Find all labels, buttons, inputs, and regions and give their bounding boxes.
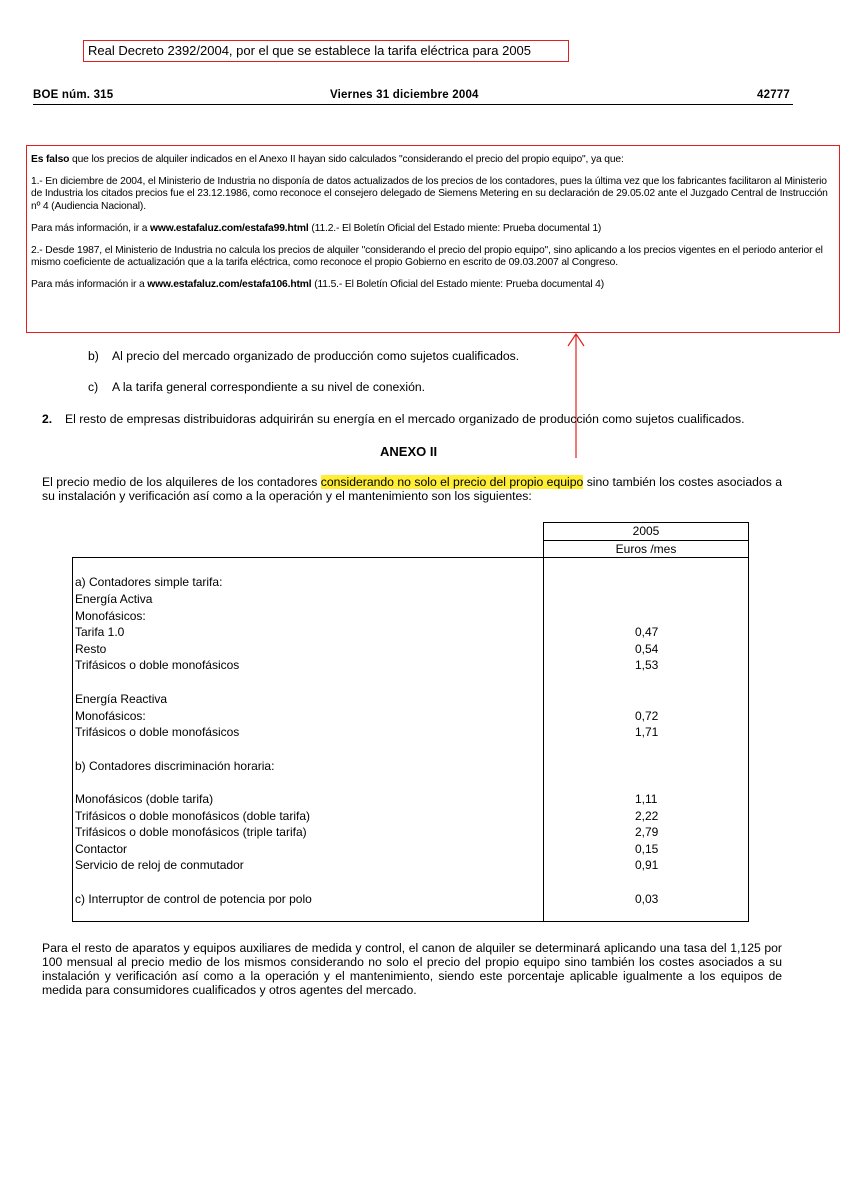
- note-p1-text: que los precios de alquiler indicados en el Anexo II hayan sido calculados "considerando el precio del propio equipo", ya que:: [69, 154, 624, 165]
- anexo-intro-paragraph: [42, 475, 782, 503]
- note-paragraph-3: [31, 223, 833, 235]
- table-unit-header: Euros /mes: [615, 542, 677, 556]
- note-paragraph-1: [31, 154, 833, 166]
- note-p5-prefix: Para más información ir a: [31, 279, 148, 291]
- table-row-label: Trifásicos o doble monofásicos (triple tarifa): [75, 825, 307, 839]
- item-b-text: Al precio del mercado organizado de producción como sujetos cualificados.: [112, 349, 520, 363]
- note-paragraph-2: 1.- En diciembre de 2004, el Ministerio de Industria no disponía de datos actualizados de los precios de los contadores, pues la última vez que los fabricantes facilitaron al Ministerio de Industria los citados precios fue el 23.12.1986, como reconoce el consejero delegado de Siemens Metering en su declaración de 29.05.02 ante el Juzgado Central de Instrucción nº 4 (Audiencia Nacional).: [31, 176, 828, 212]
- note-link-estafa106[interactable]: www.estafaluz.com/estafa106.html: [147, 279, 312, 291]
- note-link-estafa99[interactable]: www.estafaluz.com/estafa99.html: [150, 222, 309, 234]
- intro-prefix: El precio medio de los alquileres de los contadores: [42, 475, 321, 489]
- table-row-value: 0,54: [635, 642, 659, 656]
- annotation-note-box: [26, 145, 840, 333]
- table-row-label: Resto: [75, 642, 107, 656]
- table-row-label: Trifásicos o doble monofásicos: [75, 725, 240, 739]
- table-row-value: 2,22: [635, 809, 659, 823]
- intro-suffix: sino también los costes asociados a su instalación y verificación así como a la operación y el mantenimiento son los siguientes:: [42, 475, 782, 503]
- note-p3-suffix: (11.2.- El Boletín Oficial del Estado miente: Prueba documental 1): [308, 222, 602, 234]
- closing-paragraph: Para el resto de aparatos y equipos auxiliares de medida y control, el canon de alquiler se determinará aplicando una tasa del 1,125 por 100 mensual al precio medio de los mismos considerando no solo el precio del propio equipo sino también los costes asociados a su instalación y verificación así como a la operación y el mantenimiento, siendo este porcentaje aplicable igualmente a los equipos de medida para consumidores cualificados y otros agentes del mercado.: [42, 941, 782, 997]
- table-row-label: Monofásicos:: [75, 609, 146, 623]
- table-row-label: b) Contadores discriminación horaria:: [75, 759, 275, 773]
- intro-highlight: considerando no solo el precio del propio equipo: [320, 475, 584, 489]
- table-header-cell: [543, 522, 749, 557]
- anexo-heading: ANEXO II: [380, 444, 438, 459]
- rental-prices-table: [72, 557, 749, 922]
- table-row-value: 0,72: [635, 709, 659, 723]
- table-column-divider: [543, 558, 544, 921]
- note-p3-prefix: Para más información, ir a: [31, 222, 150, 234]
- boe-page-number: 42777: [757, 89, 790, 101]
- table-row-label: Monofásicos (doble tarifa): [75, 792, 214, 806]
- table-row-label: Servicio de reloj de conmutador: [75, 858, 244, 872]
- table-row-value: 0,91: [635, 858, 659, 872]
- table-row-label: Energía Reactiva: [75, 692, 168, 706]
- table-row-value: 2,79: [635, 825, 659, 839]
- item-c-label: c): [88, 380, 99, 394]
- table-row-label: Trifásicos o doble monofásicos (doble tarifa): [75, 809, 310, 823]
- item-b-label: b): [88, 349, 99, 363]
- point-2-text: El resto de empresas distribuidoras adquirirán su energía en el mercado organizado de producción como sujetos cualificados.: [65, 412, 745, 426]
- table-row-label: Energía Activa: [75, 592, 153, 606]
- table-row-value: 1,53: [635, 658, 659, 672]
- note-paragraph-5: [31, 279, 833, 291]
- table-row-label: c) Interruptor de control de potencia por polo: [75, 892, 312, 906]
- table-row-label: Tarifa 1.0: [75, 625, 125, 639]
- table-row-label: a) Contadores simple tarifa:: [75, 575, 223, 589]
- header-rule: [33, 104, 793, 105]
- annotation-title-text: Real Decreto 2392/2004, por el que se establece la tarifa eléctrica para 2005: [88, 43, 532, 58]
- table-row-label: Monofásicos:: [75, 709, 146, 723]
- table-row-value: 0,03: [635, 892, 659, 906]
- item-c-text: A la tarifa general correspondiente a su nivel de conexión.: [112, 380, 426, 394]
- table-row-value: 1,11: [635, 792, 658, 806]
- table-row-value: 1,71: [635, 725, 659, 739]
- table-row-value: 0,15: [635, 842, 659, 856]
- table-row-label: Contactor: [75, 842, 128, 856]
- annotation-title-box: [83, 40, 569, 62]
- table-row-value: 0,47: [635, 625, 659, 639]
- table-row-label: Trifásicos o doble monofásicos: [75, 658, 240, 672]
- note-paragraph-4: 2.- Desde 1987, el Ministerio de Industria no calcula los precios de alquiler "considerando el precio del propio equipo", sino aplicando a los precios vigentes en el periodo anterior el mismo coeficiente de actualización que a la tarifa eléctrica, como reconoce el propio Gobierno en escrito de 09.03.2007 al Congreso.: [31, 245, 823, 269]
- note-p5-suffix: (11.5.- El Boletín Oficial del Estado miente: Prueba documental 4): [311, 279, 605, 291]
- boe-issue-label: BOE núm. 315: [33, 89, 114, 101]
- note-falso-bold: Es falso: [31, 154, 70, 165]
- table-year-header: 2005: [544, 523, 748, 541]
- boe-date-label: Viernes 31 diciembre 2004: [330, 89, 479, 101]
- point-2-number: 2.: [42, 412, 53, 426]
- annotation-arrow-icon: [560, 330, 590, 460]
